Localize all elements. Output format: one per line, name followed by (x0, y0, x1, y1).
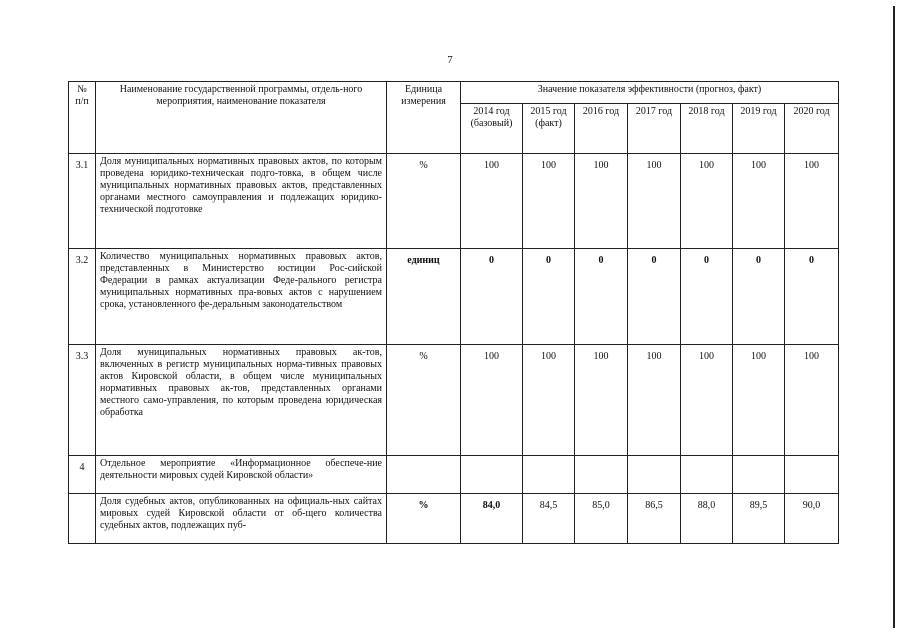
header-year: 2015 год (факт) (523, 104, 575, 154)
table-row (69, 249, 839, 345)
row-value: 90,0 (785, 494, 839, 544)
table-row (69, 345, 839, 456)
row-value: 100 (575, 345, 628, 456)
header-name: Наименование государственной программы, отдель-ного мероприятия, наименование показателя (96, 82, 387, 154)
row-num (69, 494, 96, 544)
row-name: Количество муниципальных нормативных правовых актов, представленных в Министерство юстиции Рос-сийской Федерации в рамках актуализации Феде-рального регистра муниципальных нормативных пра-вовых актов с нарушением срока, установленного фе-деральным законодательством (96, 249, 387, 345)
row-value: 0 (785, 249, 839, 345)
row-value: 85,0 (575, 494, 628, 544)
row-value: 100 (785, 154, 839, 249)
row-value: 100 (628, 345, 681, 456)
table-row (69, 154, 839, 249)
row-name: Доля судебных актов, опубликованных на официаль-ных сайтах мировых судей Кировской области от об-щего количества судебных актов, подлежащих пуб- (96, 494, 387, 544)
row-value: 100 (461, 345, 523, 456)
row-value: 100 (733, 154, 785, 249)
header-year: 2016 год (575, 104, 628, 154)
page-number: 7 (447, 54, 453, 66)
row-value (523, 456, 575, 494)
table-row (69, 494, 839, 544)
row-num: 3.1 (69, 154, 96, 249)
row-value: 0 (681, 249, 733, 345)
row-value: 88,0 (681, 494, 733, 544)
row-value: 100 (681, 345, 733, 456)
row-value (785, 456, 839, 494)
row-unit: % (387, 345, 461, 456)
row-value: 100 (785, 345, 839, 456)
header-row-top (69, 82, 839, 104)
header-num: № п/п (69, 82, 96, 154)
table-row (69, 456, 839, 494)
header-year: 2017 год (628, 104, 681, 154)
row-value (733, 456, 785, 494)
header-year: 2020 год (785, 104, 839, 154)
row-value: 100 (523, 345, 575, 456)
row-unit: единиц (387, 249, 461, 345)
header-year: 2019 год (733, 104, 785, 154)
row-value: 86,5 (628, 494, 681, 544)
row-num: 3.3 (69, 345, 96, 456)
row-value (575, 456, 628, 494)
row-unit: % (387, 154, 461, 249)
row-value: 100 (575, 154, 628, 249)
row-value: 84,5 (523, 494, 575, 544)
scan-margin-line (893, 6, 895, 628)
row-unit (387, 456, 461, 494)
row-num: 4 (69, 456, 96, 494)
row-value: 100 (733, 345, 785, 456)
indicators-table (68, 81, 839, 544)
row-value: 84,0 (461, 494, 523, 544)
row-value (461, 456, 523, 494)
row-value: 100 (681, 154, 733, 249)
row-name: Доля муниципальных нормативных правовых актов, по которым проведена юридико-техническая подго-товка, в общем числе муниципальных нормативных правовых актов, представленных органами местного самоуправления и подлежащих юридико-технической подготовке (96, 154, 387, 249)
row-value: 100 (461, 154, 523, 249)
row-value: 0 (575, 249, 628, 345)
header-unit: Единица измерения (387, 82, 461, 154)
row-value: 0 (461, 249, 523, 345)
header-year: 2014 год (базовый) (461, 104, 523, 154)
row-value (628, 456, 681, 494)
row-unit: % (387, 494, 461, 544)
row-value: 100 (628, 154, 681, 249)
row-value: 100 (523, 154, 575, 249)
row-value: 89,5 (733, 494, 785, 544)
row-value: 0 (523, 249, 575, 345)
header-year: 2018 год (681, 104, 733, 154)
row-name: Доля муниципальных нормативных правовых ак-тов, включенных в регистр муниципальных норма-тивных правовых актов Кировской области, в общем числе муниципальных нормативных правовых ак-тов, представленных органами местного само-управления, по которым проведена юридическая обработка (96, 345, 387, 456)
row-value: 0 (733, 249, 785, 345)
row-num: 3.2 (69, 249, 96, 345)
row-value: 0 (628, 249, 681, 345)
row-value (681, 456, 733, 494)
header-values: Значение показателя эффективности (прогноз, факт) (461, 82, 839, 104)
row-name: Отдельное мероприятие «Информационное обеспече-ние деятельности мировых судей Кировской области» (96, 456, 387, 494)
